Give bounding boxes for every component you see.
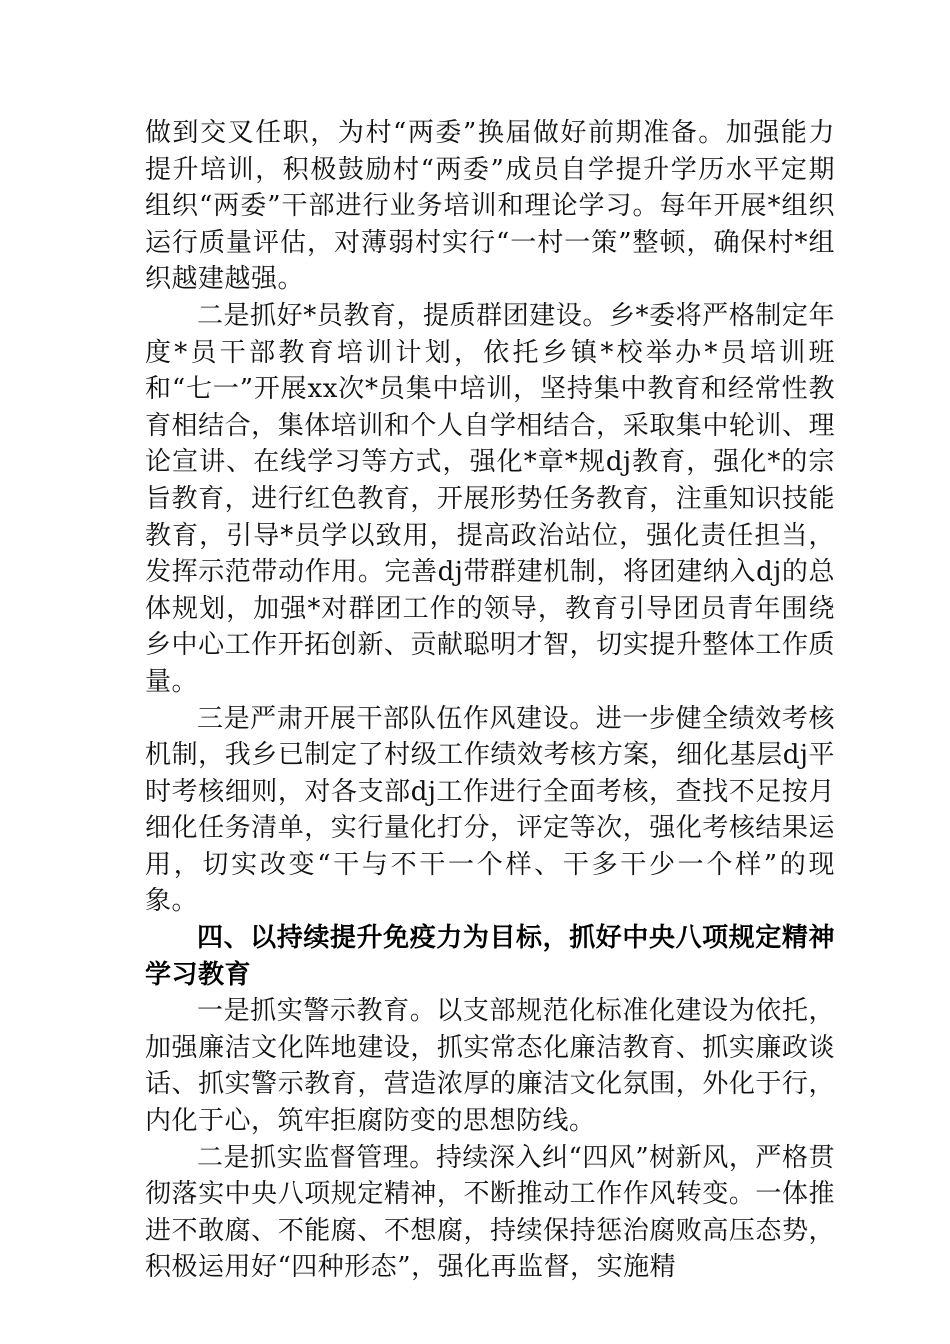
paragraph-cadre-conduct: 三是严肃开展干部队伍作风建设。进一步健全绩效考核机制，我乡已制定了村级工作绩效考核方案，细化基层dj平时考核细则，对各支部dj工作进行全面考核，查找不足按月细化任务清单，实行量化打分，评定等次，强化考核结果运用，切实改变“干与不干一个样、干多干少一个样”的现象。 — [145, 703, 835, 917]
paragraph-party-education: 二是抓好*员教育，提质群团建设。乡*委将严格制定年度*员干部教育培训计划，依托乡镇*校举办*员培训班和“七一”开展xx次*员集中培训，坚持集中教育和经常性教育相结合，集体培训和个人自学相结合，采取集中轮训、理论宣讲、在线学习等方式，强化*章*规dj教育，强化*的宗旨教育，进行红色教育，开展形势任务教育，注重知识技能教育，引导*员学以致用，提高政治站位，强化责任担当，发挥示范带动作用。完善dj带群建机制，将团建纳入dj的总体规划，加强*对群团工作的领导，教育引导团员青年围绕乡中心工作开拓创新、贡献聪明才智，切实提升整体工作质量。 — [145, 300, 835, 697]
paragraph-supervision: 二是抓实监督管理。持续深入纠“四风”树新风，严格贯彻落实中央八项规定精神，不断推动工作作风转变。一体推进不敢腐、不能腐、不想腐，持续保持惩治腐败高压态势，积极运用好“四种形态”，强化再监督，实施精 — [145, 1142, 835, 1283]
document-body — [145, 115, 835, 1286]
section-heading-four: 四、以持续提升免疫力为目标，抓好中央八项规定精神学习教育 — [145, 923, 835, 990]
paragraph-continuation: 做到交叉任职，为村“两委”换届做好前期准备。加强能力提升培训，积极鼓励村“两委”成员自学提升学历水平定期组织“两委”干部进行业务培训和理论学习。每年开展*组织运行质量评估，对薄弱村实行“一村一策”整顿，确保村*组织越建越强。 — [145, 118, 835, 295]
paragraph-warning-education: 一是抓实警示教育。以支部规范化标准化建设为依托，加强廉洁文化阵地建设，抓实常态化廉洁教育、抓实廉政谈话、抓实警示教育，营造浓厚的廉洁文化氛围，外化于行，内化于心，筑牢拒腐防变的思想防线。 — [145, 996, 835, 1137]
